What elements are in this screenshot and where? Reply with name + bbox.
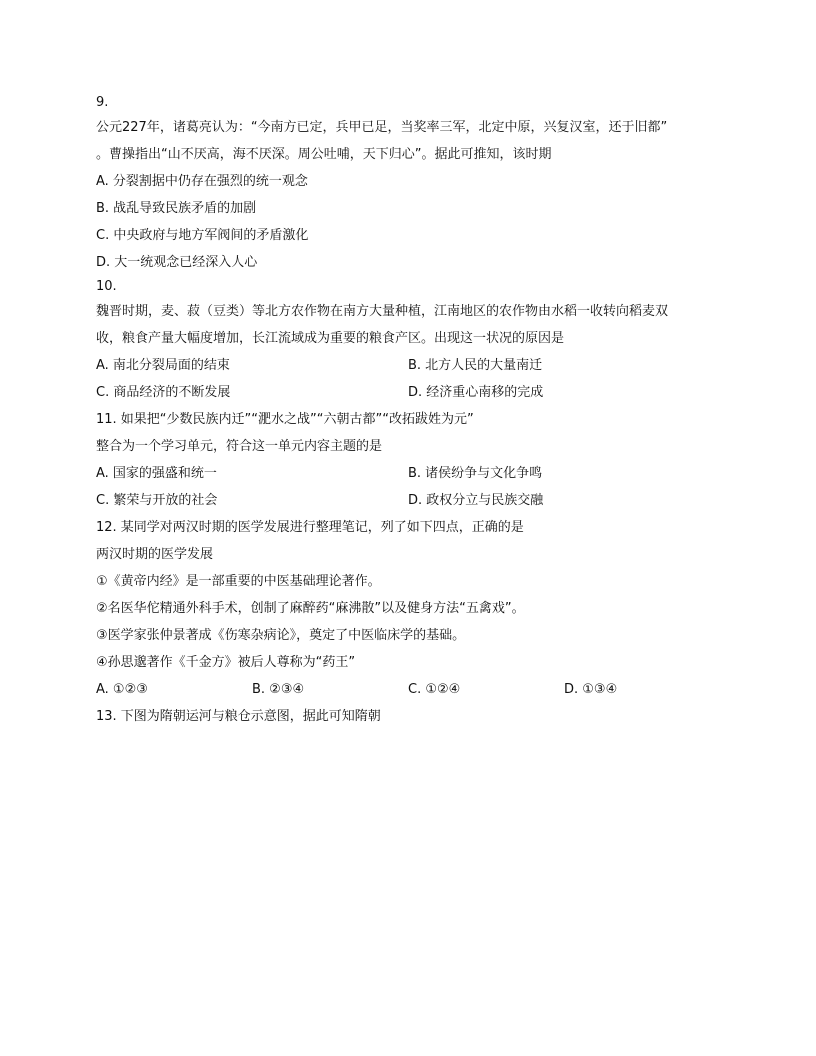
question-12-option-d: D. ①③④ bbox=[564, 682, 618, 697]
exam-page bbox=[96, 92, 728, 730]
question-12-point-2: ②名医华佗精通外科手术，创制了麻醉药“麻沸散”以及健身方法“五禽戏”。 bbox=[96, 601, 525, 616]
question-9 bbox=[96, 92, 728, 276]
question-13 bbox=[96, 703, 728, 730]
question-11-stem-line-1: 11. 如果把“少数民族内迁”“淝水之战”“六朝古都”“改拓跋姓为元” bbox=[96, 412, 474, 427]
question-12-subtitle: 两汉时期的医学发展 bbox=[96, 547, 214, 562]
question-10-stem-line-2: 收，粮食产量大幅度增加，长江流域成为重要的粮食产区。出现这一状况的原因是 bbox=[96, 331, 565, 346]
question-11-options-row-2 bbox=[96, 487, 728, 514]
question-10-stem-line-1: 魏晋时期，麦、菽（豆类）等北方农作物在南方大量种植，江南地区的农作物由水稻一收转向稻麦双 bbox=[96, 304, 669, 319]
question-12 bbox=[96, 514, 728, 703]
question-10-option-d: D. 经济重心南移的完成 bbox=[408, 385, 544, 400]
question-9-option-a: A. 分裂割据中仍存在强烈的统一观念 bbox=[96, 174, 308, 189]
question-9-option-d: D. 大一统观念已经深入人心 bbox=[96, 255, 258, 270]
question-12-option-b: B. ②③④ bbox=[252, 682, 305, 697]
question-11 bbox=[96, 406, 728, 514]
question-9-stem-line-1: 公元227年，诸葛亮认为：“今南方已定，兵甲已足，当奖率三军，北定中原，兴复汉室，还于旧都” bbox=[96, 120, 668, 135]
question-12-point-1: ①《黄帝内经》是一部重要的中医基础理论著作。 bbox=[96, 574, 381, 589]
question-11-option-b: B. 诸侯纷争与文化争鸣 bbox=[408, 466, 543, 481]
question-10-number: 10. bbox=[96, 279, 117, 294]
question-13-stem: 13. 下图为隋朝运河与粮仓示意图，据此可知隋朝 bbox=[96, 709, 381, 724]
question-12-point-3: ③医学家张仲景著成《伤寒杂病论》，奠定了中医临床学的基础。 bbox=[96, 628, 466, 643]
question-10-option-c: C. 商品经济的不断发展 bbox=[96, 385, 231, 400]
question-9-number: 9. bbox=[96, 95, 109, 110]
question-10-option-b: B. 北方人民的大量南迁 bbox=[408, 358, 543, 373]
question-11-option-a: A. 国家的强盛和统一 bbox=[96, 466, 217, 481]
question-9-option-c: C. 中央政府与地方军阀间的矛盾激化 bbox=[96, 228, 309, 243]
question-10-option-a: A. 南北分裂局面的结束 bbox=[96, 358, 230, 373]
question-11-option-d: D. 政权分立与民族交融 bbox=[408, 493, 544, 508]
question-12-point-4: ④孙思邈著作《千金方》被后人尊称为“药王” bbox=[96, 655, 356, 670]
question-12-options-row bbox=[96, 676, 728, 703]
question-9-option-b: B. 战乱导致民族矛盾的加剧 bbox=[96, 201, 257, 216]
question-9-stem-line-2: 。曹操指出“山不厌高，海不厌深。周公吐哺，天下归心”。据此可推知，该时期 bbox=[96, 147, 552, 162]
question-10 bbox=[96, 276, 728, 406]
question-11-option-c: C. 繁荣与开放的社会 bbox=[96, 493, 218, 508]
question-10-options-row-1 bbox=[96, 352, 728, 379]
question-12-option-a: A. ①②③ bbox=[96, 682, 148, 697]
question-10-options-row-2 bbox=[96, 379, 728, 406]
question-12-option-c: C. ①②④ bbox=[408, 682, 461, 697]
question-11-options-row-1 bbox=[96, 460, 728, 487]
question-11-stem-line-2: 整合为一个学习单元，符合这一单元内容主题的是 bbox=[96, 439, 383, 454]
question-12-stem: 12. 某同学对两汉时期的医学发展进行整理笔记，列了如下四点，正确的是 bbox=[96, 520, 524, 535]
